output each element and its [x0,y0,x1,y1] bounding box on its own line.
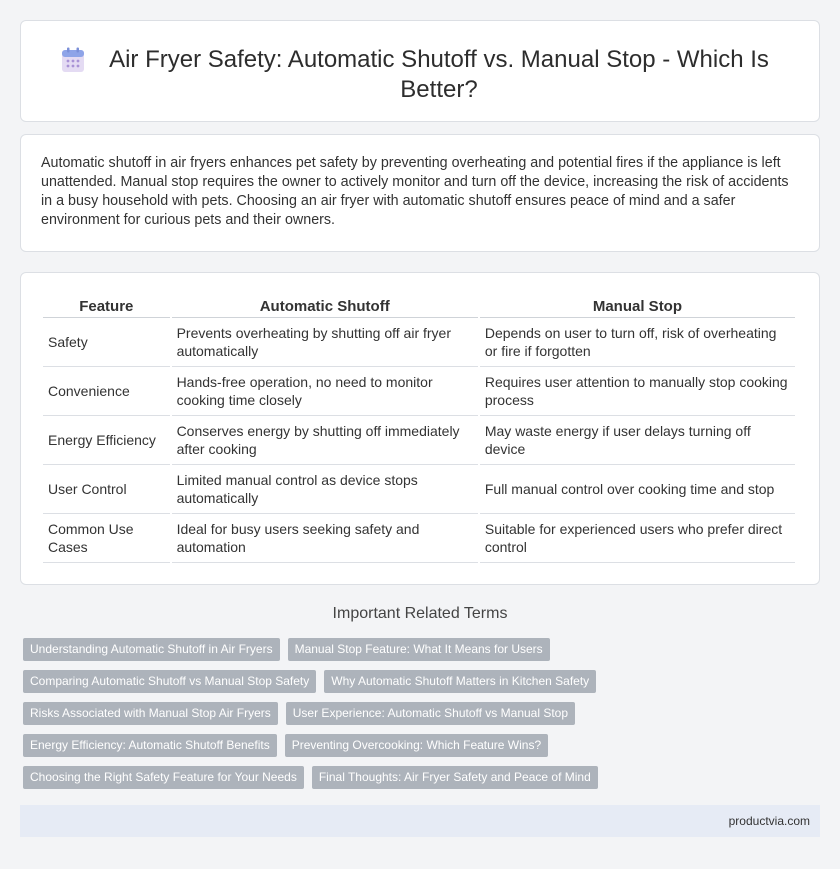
related-tag[interactable]: Manual Stop Feature: What It Means for Users [288,638,550,661]
footer [20,805,820,837]
calendar-icon [61,47,85,73]
related-tag[interactable]: Final Thoughts: Air Fryer Safety and Peace of Mind [312,766,598,789]
table-row [43,367,795,416]
related-tag[interactable]: Understanding Automatic Shutoff in Air Fryers [23,638,280,661]
table-cell: Depends on user to turn off, risk of overheating or fire if forgotten [480,318,795,367]
table-cell: Full manual control over cooking time and stop [480,465,795,514]
table-cell: Requires user attention to manually stop cooking process [480,367,795,416]
page-title: Air Fryer Safety: Automatic Shutoff vs. Manual Stop - Which Is Better? [109,46,769,103]
table-row [43,318,795,367]
table-cell: Suitable for experienced users who prefer direct control [480,514,795,563]
footer-brand[interactable]: productvia.com [728,814,810,828]
table-cell: Hands-free operation, no need to monitor cooking time closely [172,367,478,416]
comparison-table [41,294,797,563]
table-cell: Prevents overheating by shutting off air fryer automatically [172,318,478,367]
table-cell: Conserves energy by shutting off immediately after cooking [172,416,478,465]
related-tag[interactable]: Preventing Overcooking: Which Feature Wins? [285,734,548,757]
header-manual-stop: Manual Stop [480,294,795,318]
table-header-row [43,294,795,318]
table-cell: May waste energy if user delays turning off device [480,416,795,465]
related-tag[interactable]: Why Automatic Shutoff Matters in Kitchen Safety [324,670,596,693]
table-cell: Ideal for busy users seeking safety and automation [172,514,478,563]
table-cell: Limited manual control as device stops automatically [172,465,478,514]
table-cell: Convenience [43,367,170,416]
table-cell: Safety [43,318,170,367]
header-feature: Feature [43,294,170,318]
intro-card [20,134,820,252]
table-cell: Energy Efficiency [43,416,170,465]
table-row [43,465,795,514]
table-row [43,416,795,465]
comparison-table-card [20,272,820,585]
related-tag[interactable]: Risks Associated with Manual Stop Air Fryers [23,702,278,725]
related-tag[interactable]: User Experience: Automatic Shutoff vs Manual Stop [286,702,575,725]
intro-paragraph: Automatic shutoff in air fryers enhances pet safety by preventing overheating and potential fires if the appliance is left unattended. Manual stop requires the owner to actively monitor and turn off the device, increasing the risk of accidents in a busy household with pets. Choosing an air fryer with automatic shutoff ensures peace of mind and a safer environment for curious pets and their owners. [41,155,789,228]
related-tag[interactable]: Comparing Automatic Shutoff vs Manual Stop Safety [23,670,316,693]
table-row [43,514,795,563]
related-tag[interactable]: Energy Efficiency: Automatic Shutoff Benefits [23,734,277,757]
related-terms-title: Important Related Terms [332,605,508,622]
header-automatic-shutoff: Automatic Shutoff [172,294,478,318]
related-tag[interactable]: Choosing the Right Safety Feature for Your Needs [23,766,304,789]
table-cell: User Control [43,465,170,514]
related-terms-tags [23,638,813,798]
table-cell: Common Use Cases [43,514,170,563]
header-card [20,20,820,122]
